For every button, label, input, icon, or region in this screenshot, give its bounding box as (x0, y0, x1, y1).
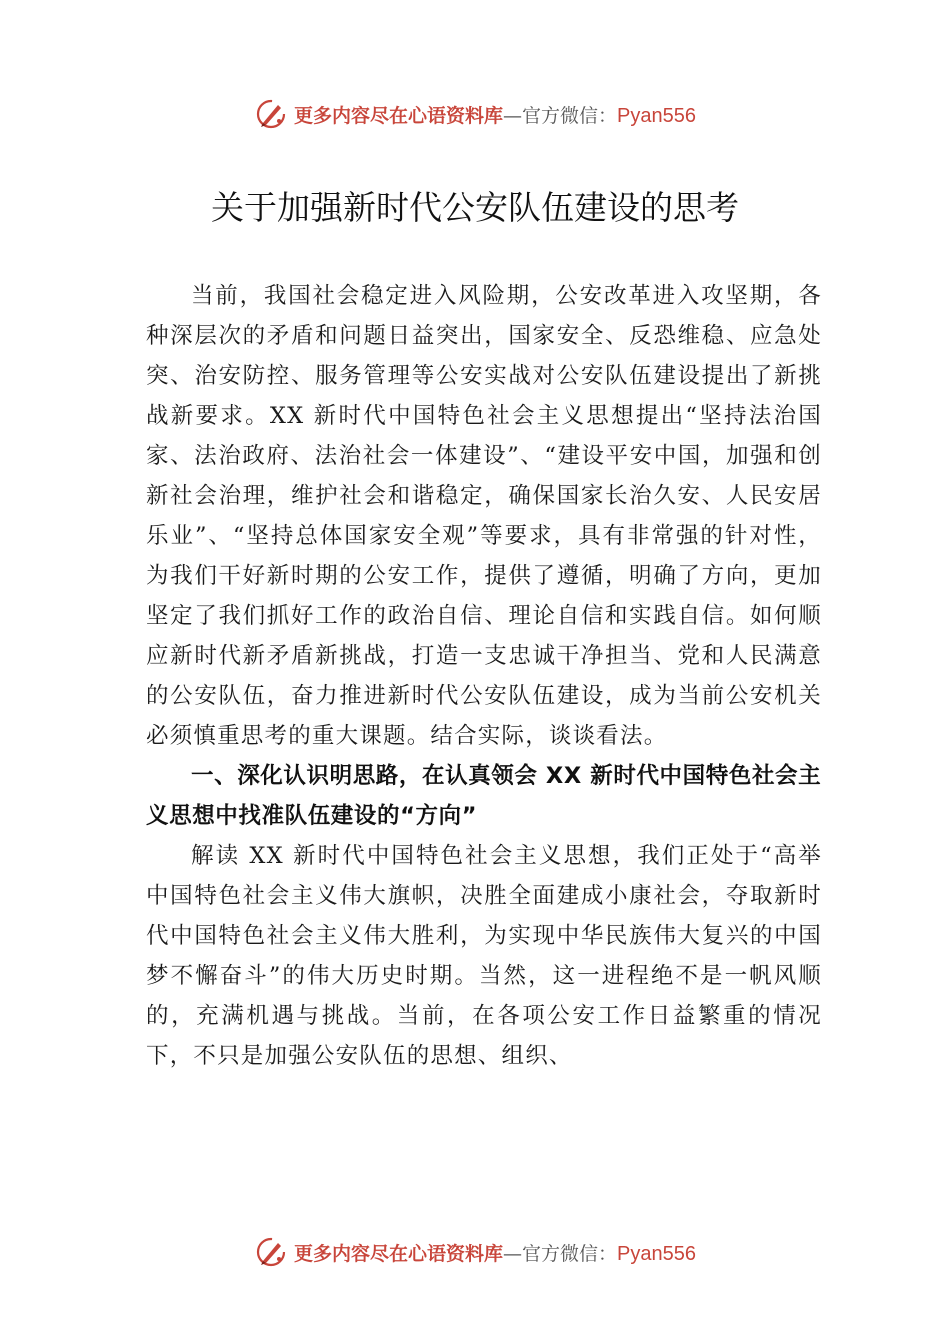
banner-official-label: 官方微信： (522, 1242, 618, 1265)
banner-wechat-id: Pyan556 (617, 1242, 696, 1265)
body-paragraph: 解读 XX 新时代中国特色社会主义思想，我们正处于“高举中国特色社会主义伟大旗帜，决胜全面建成小康社会，夺取新时代中国特色社会主义伟大胜利，为实现中华民族伟大复兴的中国梦不懈奋斗”的伟大历史时期。当然，这一进程绝不是一帆风顺的，充满机遇与挑战。当前，在各项公安工作日益繁重的情况下，不只是加强公安队伍的思想、组织、 (146, 843, 822, 1069)
brush-logo-icon (254, 97, 288, 131)
banner-dash: — (503, 1242, 523, 1265)
document-title: 关于加强新时代公安队伍建设的思考 (211, 188, 739, 227)
banner-wechat-id: Pyan556 (617, 104, 696, 127)
footer-banner (0, 1232, 950, 1272)
document-body (146, 276, 822, 1076)
banner-brand-text: 更多内容尽在心语资料库 (294, 104, 504, 127)
brush-logo-icon (254, 1235, 288, 1269)
banner-official-label: 官方微信： (522, 104, 618, 127)
header-banner (0, 94, 950, 134)
body-paragraph: 当前，我国社会稳定进入风险期，公安改革进入攻坚期，各种深层次的矛盾和问题日益突出，国家安全、反恐维稳、应急处突、治安防控、服务管理等公安实战对公安队伍建设提出了新挑战新要求。XX 新时代中国特色社会主义思想提出“坚持法治国家、法治政府、法治社会一体建设”、“建设平安中国，加强和创新社会治理，维护社会和谐稳定，确保国家长治久安、人民安居乐业”、“坚持总体国家安全观”等要求，具有非常强的针对性，为我们干好新时期的公安工作，提供了遵循，明确了方向，更加坚定了我们抓好工作的政治自信、理论自信和实践自信。如何顺应新时代新矛盾新挑战，打造一支忠诚干净担当、党和人民满意的公安队伍，奋力推进新时代公安队伍建设，成为当前公安机关必须慎重思考的重大课题。结合实际，谈谈看法。 (146, 283, 822, 749)
banner-brand-text: 更多内容尽在心语资料库 (294, 1242, 504, 1265)
banner-text (294, 1239, 696, 1266)
banner-dash: — (503, 104, 523, 127)
banner-text (294, 101, 696, 128)
section-heading: 一、深化认识明思路，在认真领会 XX 新时代中国特色社会主义思想中找准队伍建设的“方向” (146, 763, 822, 829)
